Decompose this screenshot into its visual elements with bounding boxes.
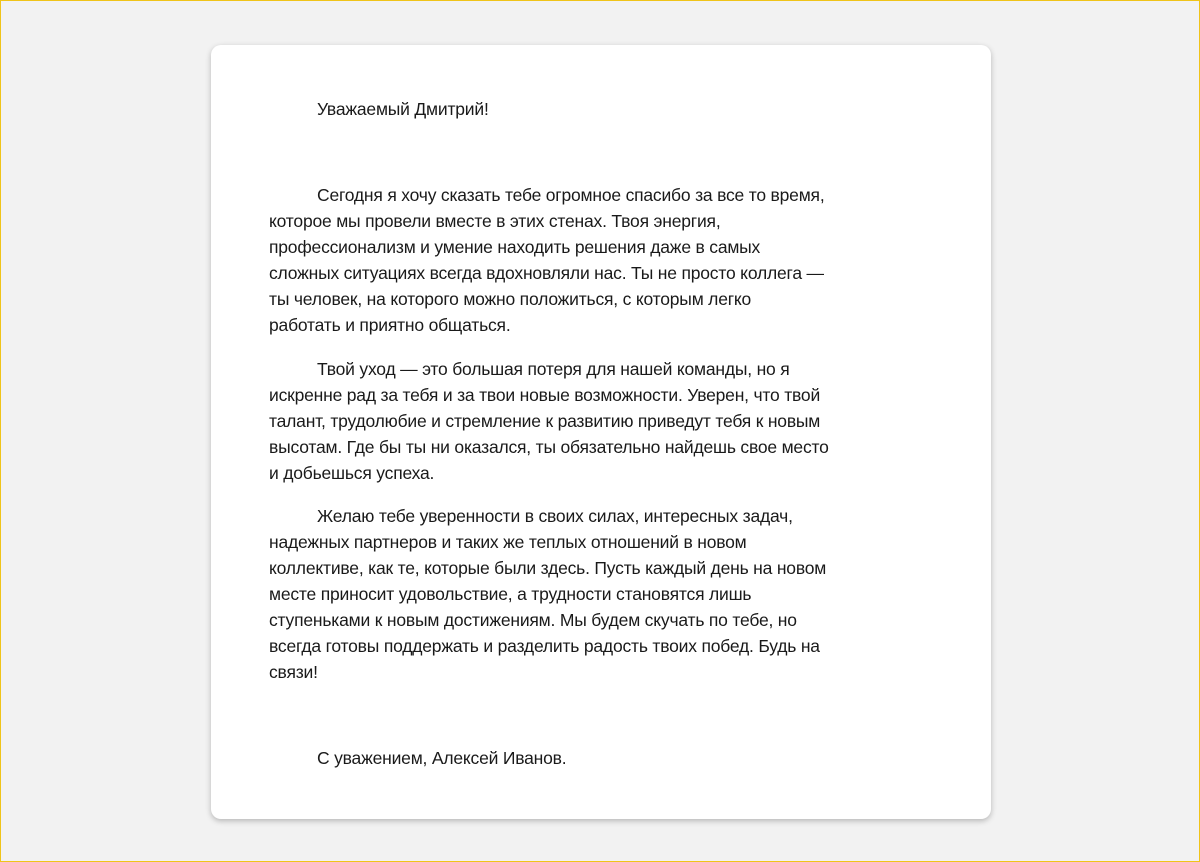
paragraph-1 bbox=[269, 182, 825, 338]
text-line: искренне рад за тебя и за твои новые возможности. Уверен, что твой bbox=[269, 385, 821, 405]
text-line: надежных партнеров и таких же теплых отношений в новом bbox=[269, 532, 747, 552]
text-line: и добьешься успеха. bbox=[269, 463, 435, 483]
text-line: сложных ситуациях всегда вдохновляли нас. Ты не просто коллега — bbox=[269, 263, 824, 283]
text-line: профессионализм и умение находить решения даже в самых bbox=[269, 237, 761, 257]
letter-card bbox=[211, 45, 991, 819]
text-line: которое мы провели вместе в этих стенах. Твоя энергия, bbox=[269, 211, 721, 231]
paragraph-3 bbox=[269, 503, 826, 685]
text-line: высотам. Где бы ты ни оказался, ты обязательно найдешь свое место bbox=[269, 437, 829, 457]
text-line: всегда готовы поддержать и разделить радость твоих побед. Будь на bbox=[269, 636, 820, 656]
text-line: ступеньками к новым достижениям. Мы будем скучать по тебе, но bbox=[269, 610, 797, 630]
paragraph-2 bbox=[269, 356, 829, 486]
text-line: Сегодня я хочу сказать тебе огромное спасибо за все то время, bbox=[317, 185, 825, 205]
signature-text: С уважением, Алексей Иванов. bbox=[317, 748, 567, 768]
text-line: талант, трудолюбие и стремление к развитию приведут тебя к новым bbox=[269, 411, 821, 431]
text-line: месте приносит удовольствие, а трудности становятся лишь bbox=[269, 584, 752, 604]
text-line: связи! bbox=[269, 662, 318, 682]
text-line: коллективе, как те, которые были здесь. Пусть каждый день на новом bbox=[269, 558, 827, 578]
letter-greeting bbox=[269, 96, 489, 122]
letter-signature bbox=[269, 745, 566, 771]
text-line: Желаю тебе уверенности в своих силах, интересных задач, bbox=[317, 506, 793, 526]
greeting-text: Уважаемый Дмитрий! bbox=[317, 99, 489, 119]
text-line: работать и приятно общаться. bbox=[269, 315, 511, 335]
text-line: Твой уход — это большая потеря для нашей команды, но я bbox=[317, 359, 790, 379]
text-line: ты человек, на которого можно положиться, с которым легко bbox=[269, 289, 752, 309]
